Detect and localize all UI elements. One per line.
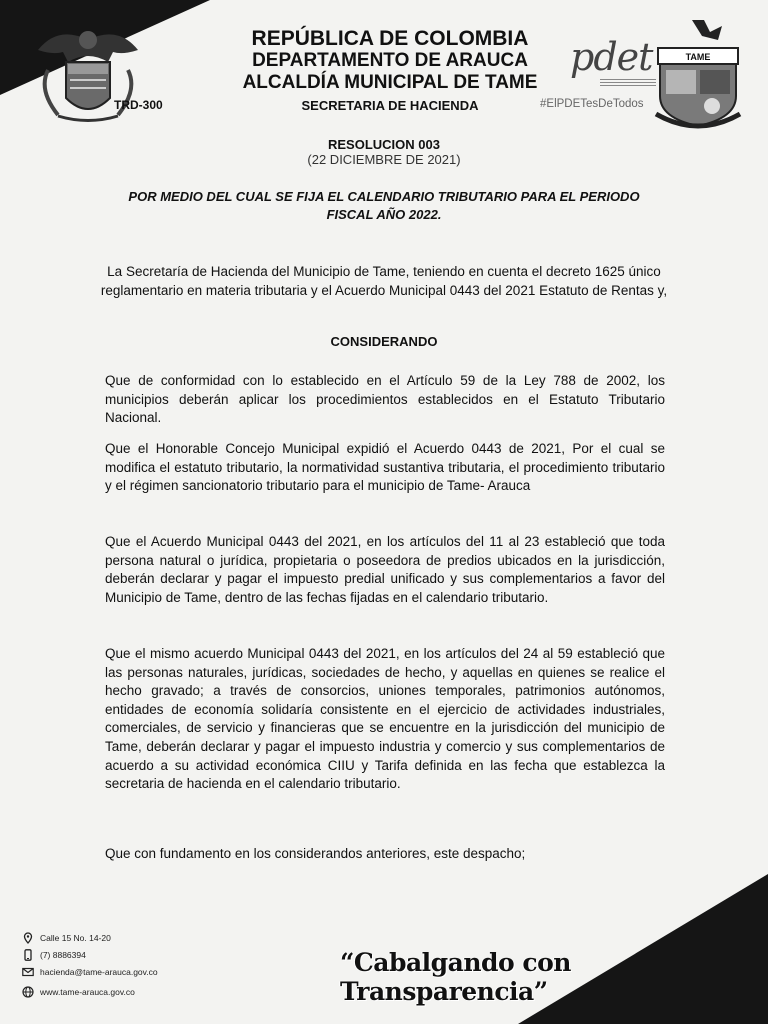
pdet-logo bbox=[570, 35, 652, 79]
resolution-subject: POR MEDIO DEL CUAL SE FIJA EL CALENDARIO TRIBUTARIO PARA EL PERIODO FISCAL AÑO 2022. bbox=[128, 189, 640, 222]
footer-website-text: www.tame-arauca.gov.co bbox=[40, 987, 135, 997]
tame-shield-icon bbox=[652, 18, 744, 130]
closing-paragraph: Que con fundamento en los considerandos anteriores, este despacho; bbox=[105, 846, 526, 861]
resolution-number: RESOLUCION 003 bbox=[328, 137, 440, 152]
footer-email bbox=[22, 966, 158, 978]
header-municipality: ALCALDÍA MUNICIPAL DE TAME bbox=[242, 72, 538, 93]
trd-code: TRD-300 bbox=[114, 98, 163, 112]
footer-phone bbox=[22, 949, 86, 961]
pdet-logo-subtext-lines bbox=[600, 78, 656, 88]
phone-icon bbox=[22, 949, 34, 961]
footer-email-text: hacienda@tame-arauca.gov.co bbox=[40, 967, 158, 977]
resolution-date: (22 DICIEMBRE DE 2021) bbox=[307, 152, 461, 167]
footer-address-text: Calle 15 No. 14-20 bbox=[40, 933, 111, 943]
pdet-logo-text: pdet bbox=[570, 35, 653, 79]
footer-website bbox=[22, 986, 135, 998]
considerando-paragraph: Que de conformidad con lo establecido en el Artículo 59 de la Ley 788 de 2002, los municipios deberán aplicar los procedimientos establecidos en el Estatuto Tributario Nacional. bbox=[105, 373, 665, 426]
considerando-paragraph: Que el mismo acuerdo Municipal 0443 del 2021, en los artículos del 24 al 59 estableció que las personas naturales, jurídicas, sociedades de hecho, y aquellas en quienes se realice el hecho gravado; a través de consorcios, uniones temporales, patrimonios autónomos, entidades de economía solidaría consistente en el ejercicio de actividades industriales, comerciales, de servicio y financieras que se encuentre en la jurisdicción del municipio de Tame, deberán declarar y pagar el impuesto industria y comercio y sus complementarios de acuerdo a su actividad económica CIIU y Tarifa definida en las fecha que establezca la secretaria de hacienda en el calendario tributario. bbox=[105, 646, 665, 792]
footer-phone-text: (7) 8886394 bbox=[40, 950, 86, 960]
location-pin-icon bbox=[22, 932, 34, 944]
considerando-paragraph: Que el Honorable Concejo Municipal expidió el Acuerdo 0443 de 2021, Por el cual se modifica el estatuto tributario, la normatividad sustantiva tributaria, el procedimiento tributario y el régimen sancionatorio tributario para el municipio de Tame- Arauca bbox=[105, 441, 665, 494]
considerando-heading: CONSIDERANDO bbox=[330, 334, 438, 349]
intro-paragraph: La Secretaría de Hacienda del Municipio de Tame, teniendo en cuenta el decreto 1625 único reglamentario en materia tributaria y el Acuerdo Municipal 0443 del 2021 Estatuto de Rentas y, bbox=[100, 264, 668, 298]
colombia-coat-of-arms-icon bbox=[28, 20, 148, 130]
header-department: DEPARTAMENTO DE ARAUCA bbox=[252, 50, 528, 71]
header-secretariat: SECRETARIA DE HACIENDA bbox=[301, 98, 479, 113]
footer-slogan: “Cabalgando con Transparencia” bbox=[340, 948, 571, 1006]
header-country: REPÚBLICA DE COLOMBIA bbox=[251, 27, 529, 50]
pdet-hashtag: #ElPDETesDeTodos bbox=[540, 98, 644, 110]
envelope-icon bbox=[22, 966, 34, 978]
globe-icon bbox=[22, 986, 34, 998]
tame-shield-label: TAME bbox=[685, 52, 711, 62]
footer-address bbox=[22, 932, 111, 944]
considerando-paragraph: Que el Acuerdo Municipal 0443 del 2021, en los artículos del 11 al 23 estableció que toda persona natural o jurídica, propietaria o poseedora de predios ubicados en la jurisdicción, deberán declarar y pagar el impuesto predial unificado y sus complementarios a favor del Municipio de Tame, dentro de las fechas fijadas en el calendario tributario. bbox=[105, 534, 665, 605]
